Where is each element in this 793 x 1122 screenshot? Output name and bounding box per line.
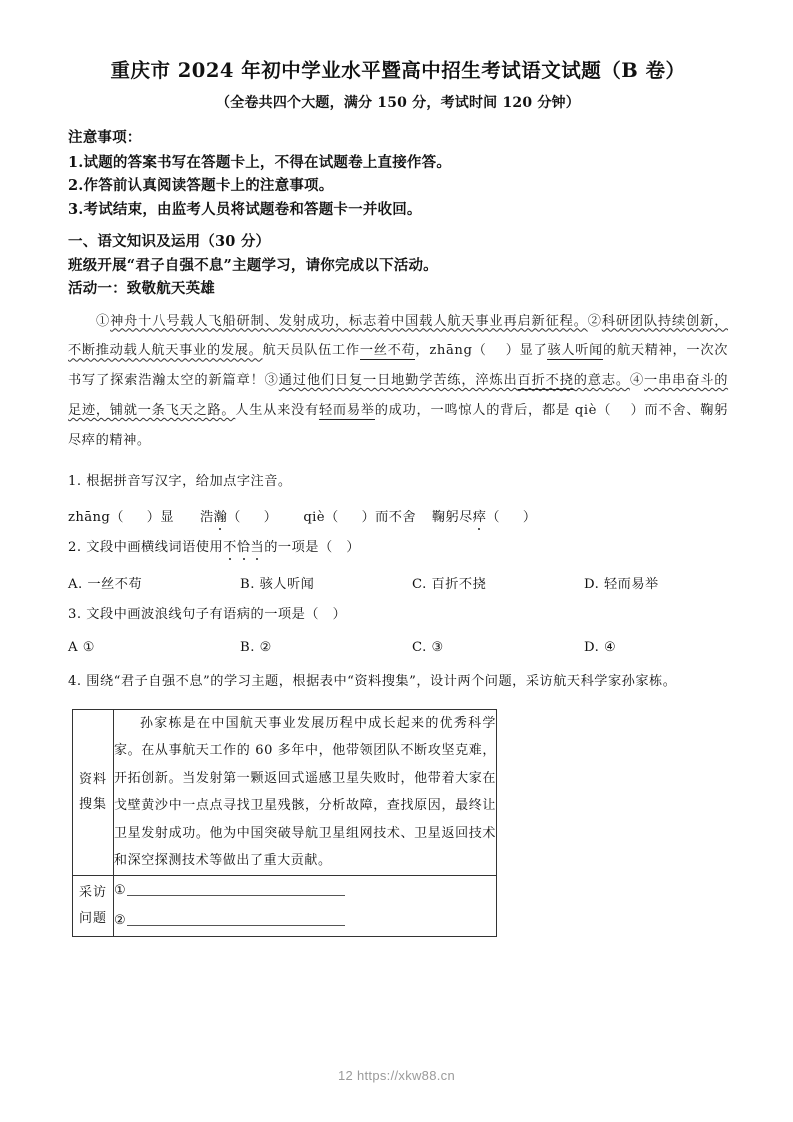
passage-text-6: 的成功，一鸣惊人的背后，都是 qiè（ bbox=[374, 402, 612, 418]
q2-stem-pre: 2. 文段中画横线词语使用 bbox=[68, 540, 224, 556]
passage-blank-2[interactable] bbox=[611, 403, 630, 418]
passage-sentence-3-marker: ③ bbox=[264, 373, 279, 389]
q1-item-2-post: ） bbox=[263, 510, 278, 526]
notice-label: 注意事项： bbox=[68, 129, 142, 147]
section-heading: 一、语文知识及运用（30 分） bbox=[68, 233, 271, 251]
table-row bbox=[73, 875, 497, 936]
table-cell-interview-answers bbox=[114, 875, 497, 936]
interview-answer-1 bbox=[114, 876, 496, 906]
question-2-stem bbox=[68, 535, 728, 560]
notice-item-2: 2.作答前认真阅读答题卡上的注意事项。 bbox=[68, 177, 334, 195]
q1-item-3-post: ）而不舍 bbox=[361, 510, 416, 526]
q2-option-a[interactable]: A. 一丝不苟 bbox=[68, 577, 143, 593]
notice-item-1: 1.试题的答案书写在答题卡上，不得在试题卷上直接作答。 bbox=[68, 153, 452, 171]
material-table bbox=[72, 709, 497, 937]
passage-text-3: ）显了 bbox=[505, 343, 548, 359]
passage-text-1: 航天员队伍工作 bbox=[262, 343, 360, 359]
question-3-options bbox=[68, 640, 728, 655]
q1-item-4-post: ） bbox=[522, 510, 537, 526]
q1-item-1-post: ）显 bbox=[146, 510, 174, 526]
page-content bbox=[68, 58, 728, 937]
table-label-interview bbox=[73, 875, 114, 936]
passage-sentence-1-marker: ① bbox=[96, 313, 111, 329]
question-4-stem: 4. 围绕“君子自强不息”的学习主题，根据表中“资料搜集”，设计两个问题，采访航天科学家孙家栋。 bbox=[68, 674, 677, 690]
passage-sentence-3a: 通过他们日复一日地勤学苦练，淬炼出 bbox=[278, 373, 518, 389]
interview-answer-line-2[interactable] bbox=[127, 912, 345, 925]
passage-sentence-3b: 的意志。 bbox=[573, 373, 630, 389]
passage-text-2: ，zhāng（ bbox=[415, 343, 487, 359]
passage-sentence-4: 一串串奋斗的足迹，铺就一条飞天之路。 bbox=[68, 373, 729, 418]
passage-sentence-2: 科研团队持续创新，不断推动载人航天事业的发展。 bbox=[68, 313, 728, 359]
passage-idiom-4: 轻而易举 bbox=[318, 402, 375, 418]
table-cell-material-text: 孙家栋是在中国航天事业发展历程中成长起来的优秀科学家。在从事航天工作的 60 多年中，他带领团队不断攻坚克难，开拓创新。当发射第一颗返回式遥感卫星失败时，他带着大家在戈壁黄沙中一点点寻找卫星残骸，分析故障，查找原因，最终让卫星发射成功。他为中国突破导航卫星组网技术、卫星返回技术和深空探测技术等做出了重大贡献。 bbox=[114, 709, 497, 875]
passage-text-4: 的航天精神，一次次书写了探索浩瀚太空的新篇章！ bbox=[68, 343, 728, 389]
passage-blank-1[interactable] bbox=[487, 343, 506, 358]
q2-option-c[interactable]: C. 百折不挠 bbox=[412, 577, 487, 593]
reading-passage bbox=[68, 307, 728, 456]
passage-text-7: ）而不舍、鞠躬尽瘁的精神。 bbox=[68, 402, 729, 448]
material-label-line1: 资料 bbox=[78, 771, 107, 787]
q1-item-4-pre: 鞠躬尽瘁（ bbox=[431, 510, 500, 526]
question-1-stem: 1. 根据拼音写汉字，给加点字注音。 bbox=[68, 474, 292, 490]
q1-item-3-blank[interactable] bbox=[339, 510, 362, 525]
table-label-material bbox=[73, 709, 114, 875]
passage-sentence-4-marker: ④ bbox=[629, 373, 645, 389]
page-subtitle: （全卷共四个大题，满分 150 分，考试时间 120 分钟） bbox=[216, 95, 580, 112]
q1-item-1-blank[interactable] bbox=[124, 510, 147, 525]
passage-text-5: 人生从来没有 bbox=[235, 402, 319, 418]
passage-idiom-1: 一丝不苟 bbox=[359, 343, 416, 359]
passage-idiom-2: 骇人听闻 bbox=[547, 343, 604, 359]
interview-label-line1: 采访 bbox=[78, 885, 107, 901]
q1-item-2-blank[interactable] bbox=[241, 510, 264, 525]
table-row bbox=[73, 709, 497, 875]
q1-item-1-pre: zhāng（ bbox=[68, 510, 124, 526]
interview-answer-2 bbox=[114, 906, 496, 936]
q1-item-2-pre: 浩瀚（ bbox=[199, 510, 241, 526]
passage-sentence-2-marker: ② bbox=[587, 313, 602, 329]
q2-stem-post: 的一项是（ ） bbox=[264, 540, 361, 556]
q3-option-a[interactable]: A ① bbox=[68, 640, 96, 656]
passage-sentence-1: 神舟十八号载人飞船研制、发射成功，标志着中国载人航天事业再启新征程。 bbox=[110, 313, 588, 329]
activity-heading: 活动一：致敬航天英雄 bbox=[68, 280, 215, 298]
section-intro: 班级开展“君子自强不息”主题学习，请你完成以下活动。 bbox=[68, 256, 438, 274]
interview-marker-2: ② bbox=[114, 912, 127, 928]
interview-marker-1: ① bbox=[114, 882, 127, 898]
q3-option-c[interactable]: C. ③ bbox=[412, 640, 444, 656]
q2-stem-dotted: 不恰当 bbox=[223, 540, 265, 556]
interview-label-line2: 问题 bbox=[78, 910, 107, 926]
question-3-stem: 3. 文段中画波浪线句子有语病的一项是（ ） bbox=[68, 607, 347, 623]
question-1-answer-row bbox=[68, 506, 728, 525]
page-title: 重庆市 2024 年初中学业水平暨高中招生考试语文试题（B 卷） bbox=[110, 59, 686, 82]
notice-item-3: 3.考试结束，由监考人员将试题卷和答题卡一并收回。 bbox=[68, 200, 422, 218]
q1-item-4-blank[interactable] bbox=[500, 510, 523, 525]
material-label-line2: 搜集 bbox=[78, 797, 107, 813]
interview-answer-line-1[interactable] bbox=[127, 882, 345, 895]
q2-option-d[interactable]: D. 轻而易举 bbox=[584, 577, 659, 593]
q2-option-b[interactable]: B. 骇人听闻 bbox=[240, 577, 315, 593]
q1-item-3-pre: qiè（ bbox=[303, 510, 339, 526]
q3-option-b[interactable]: B. ② bbox=[240, 640, 272, 656]
question-2-options bbox=[68, 573, 728, 592]
passage-idiom-3: 百折不挠 bbox=[517, 373, 574, 389]
page-footer: 12 https://xkw88.cn bbox=[338, 1068, 455, 1083]
q3-option-d[interactable]: D. ④ bbox=[584, 640, 617, 656]
